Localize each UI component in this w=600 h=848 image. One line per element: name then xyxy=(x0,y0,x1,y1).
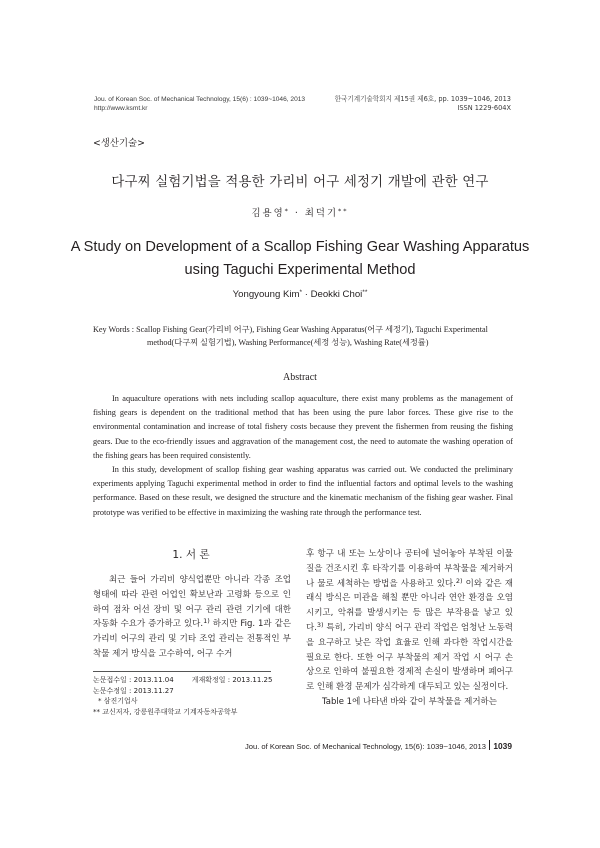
footnote-divider xyxy=(93,671,271,672)
author-1-mark: * xyxy=(284,207,290,215)
title-en-line-1: A Study on Development of a Scallop Fishing Gear Washing Apparatus xyxy=(70,239,530,255)
title-en-line-2: using Taguchi Experimental Method xyxy=(184,262,416,278)
reference-3[interactable]: 3) xyxy=(316,620,324,629)
journal-issn: ISSN 1229-604X xyxy=(457,104,511,113)
article-category: <생산기술> xyxy=(93,138,145,149)
intro-paragraph-1 xyxy=(93,573,291,662)
footer-journal-citation: Jou. of Korean Soc. of Mechanical Technology, 15(6): 1039~1046, 2013 xyxy=(244,742,486,751)
authors-english xyxy=(0,289,600,300)
author-2-mark: ** xyxy=(338,207,349,215)
keywords-line-2: method(다구찌 실험기법), Washing Performance(세정 성능), Washing Rate(세정률) xyxy=(147,338,429,348)
author-1-name-en: Yongyoung Kim xyxy=(232,289,300,300)
keywords-line-1 xyxy=(93,323,513,336)
page-number: 1039 xyxy=(493,741,512,751)
footnotes xyxy=(93,675,272,717)
journal-citation-en: Jou. of Korean Soc. of Mechanical Technology, 15(6) : 1039~1046, 2013 xyxy=(94,96,306,103)
author-separator: · xyxy=(294,208,300,219)
abstract-body xyxy=(93,392,513,520)
intro-paragraph-2: Table 1에 나타낸 바와 같이 부착물을 제거하는 xyxy=(322,696,497,707)
author-separator-en: · xyxy=(304,289,308,300)
author-1-name: 김용영 xyxy=(251,208,285,219)
page-footer xyxy=(245,740,512,751)
intro-text-1b: 하지만 Fig. 1과 같은 가리비 어구의 관리 및 기타 조업 관리는 전통적인 부착물 제거 방식을 고수하여, 어구 수거 xyxy=(93,619,292,659)
running-header-right xyxy=(335,95,511,113)
reference-2[interactable]: 2) xyxy=(455,576,463,585)
abstract-paragraph-2: In this study, development of scallop fishing gear washing apparatus was carried out. We conducted the preliminary experiments applying Taguchi experimental method in order to find the influential factors and optimal levels to the washing performance. Based on these result, we designed the structure and the kinematic mechanism of the fishing gear washer. Final prototype was verified to be effective in maximizing the washing rate through the performance test. xyxy=(93,465,513,517)
confirmed-date: 게재확정일 : 2013.11.25 xyxy=(191,676,273,684)
keywords xyxy=(93,323,513,350)
journal-url[interactable]: http://www.ksmt.kr xyxy=(94,105,148,113)
abstract-heading: Abstract xyxy=(283,372,317,383)
author-2-name-en: Deokki Choi xyxy=(310,289,363,300)
reference-1[interactable]: 1) xyxy=(203,617,210,626)
intro-paragraph-1-cont xyxy=(306,547,513,695)
paper-title-korean: 다구찌 실험기법을 적용한 가리비 어구 세정기 개발에 관한 연구 xyxy=(111,175,489,190)
journal-citation-ko: 한국기계기술학회지 제15권 제6호, pp. 1039~1046, 2013 xyxy=(334,95,511,103)
footer-divider-bar xyxy=(489,740,490,750)
section-heading-introduction: 1. 서 론 xyxy=(172,549,210,561)
authors-korean xyxy=(0,205,600,219)
intro-text-1a: 최근 들어 가리비 양식업뿐만 아니라 각종 조업 형태에 따라 관련 어업인 확보난과 고령화 등으로 인하여 점차 어선 장비 및 어구 관리 관련 기기에 대한 자동화 수요가 증가하고 있다. xyxy=(93,575,291,630)
received-date: 논문접수일 : 2013.11.04 xyxy=(93,676,174,684)
affiliation-note-2: ** 교신저자, 강릉원주대학교 기계자동차공학부 xyxy=(93,707,238,716)
author-2-name: 최덕기 xyxy=(304,208,339,219)
body-column-right xyxy=(306,547,513,710)
revised-date: 논문수정일 : 2013.11.27 xyxy=(93,686,174,695)
keywords-label: Key Words : xyxy=(93,325,137,334)
intro-text-2b: 이와 같은 재래식 방식은 미관을 해칠 뿐만 아니라 연안 환경을 오염시키고, 악취를 발생시키는 등 많은 부작용을 낳고 있다. xyxy=(306,578,513,633)
footnote-dates-line xyxy=(93,675,272,686)
intro-text-2c: 특히, 가리비 양식 어구 관리 작업은 엄청난 노동력을 요구하고 낮은 작업 효율로 인해 과다한 작업시간을 필요로 한다. 또한 어구 부착물의 제거 작업 시 어구 손상으로 인하여 불필요한 경제적 손실이 발생하며 폐어구로 인해 환경 문제가 심각하게 대두되고 있는 실정이다. xyxy=(306,622,513,693)
keywords-text-1: Scallop Fishing Gear(가리비 어구), Fishing Gear Washing Apparatus(어구 세정기), Taguchi Experimental xyxy=(136,325,488,334)
body-column-left xyxy=(93,573,291,662)
paper-title-english xyxy=(0,236,600,282)
affiliation-note-1: * 삼진기업사 xyxy=(98,697,138,706)
running-header-left xyxy=(94,95,305,113)
abstract-paragraph-1: In aquaculture operations with nets including scallop aquaculture, there exist many problems as the management of fishing gears is dependent on the traditional method that has been using the pure labor forces. These give rise to the environmental contamination and increase of total fishery costs because they prevent the fishermen from reusing the fishing gears. Due to the eco-friendly issues and aggravation of the management cost, the need to automate the washing operation of the fishing gears has been required consistently. xyxy=(93,394,513,460)
intro-text-2a: 후 항구 내 또는 노상이나 공터에 널어놓아 부착된 이물질을 건조시킨 후 타작기를 이용하여 부착물을 제거하거나 물로 세척하는 방법을 사용하고 있다. xyxy=(306,549,513,589)
author-1-mark-en: * xyxy=(299,289,303,296)
author-2-mark-en: ** xyxy=(362,289,368,296)
